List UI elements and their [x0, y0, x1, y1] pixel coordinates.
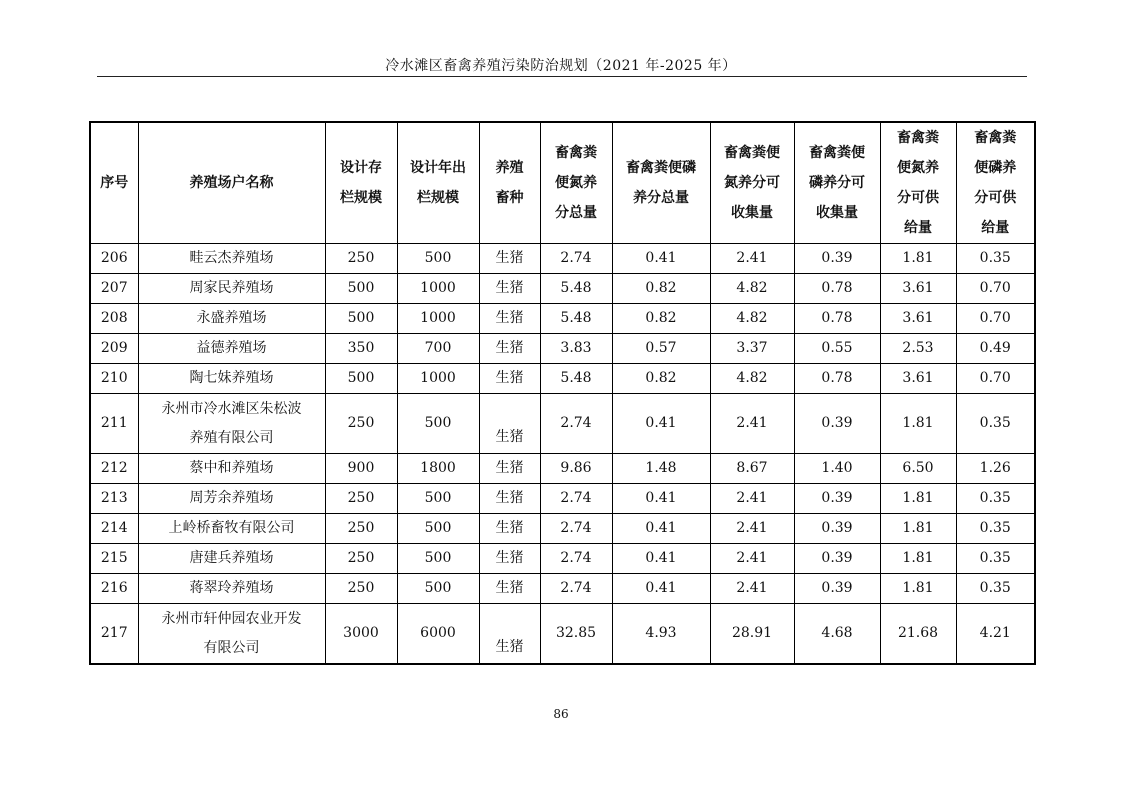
- phosphorus-supply: 0.35: [956, 574, 1035, 604]
- row-id: 211: [90, 394, 138, 454]
- phosphorus-supply: 0.35: [956, 544, 1035, 574]
- header-cell: 畜禽粪便磷 养分总量: [612, 122, 710, 244]
- header-cell: 畜禽粪 便氮养 分可供 给量: [880, 122, 956, 244]
- nitrogen-collectable: 2.41: [710, 394, 794, 454]
- annual-scale: 1000: [397, 274, 479, 304]
- table-header-row: [90, 122, 1035, 244]
- phosphorus-total: 0.41: [612, 484, 710, 514]
- phosphorus-total: 1.48: [612, 454, 710, 484]
- phosphorus-collectable: 0.39: [794, 244, 880, 274]
- phosphorus-supply: 0.35: [956, 514, 1035, 544]
- nitrogen-collectable: 3.37: [710, 334, 794, 364]
- data-table: [89, 121, 1036, 665]
- nitrogen-supply: 21.68: [880, 604, 956, 665]
- nitrogen-collectable: 4.82: [710, 304, 794, 334]
- species: 生猪: [479, 364, 540, 394]
- table-row: [90, 304, 1035, 334]
- stock-scale: 3000: [325, 604, 397, 665]
- nitrogen-total: 2.74: [540, 514, 612, 544]
- nitrogen-collectable: 2.41: [710, 574, 794, 604]
- species: 生猪: [479, 544, 540, 574]
- phosphorus-collectable: 0.55: [794, 334, 880, 364]
- phosphorus-collectable: 1.40: [794, 454, 880, 484]
- table-row: [90, 604, 1035, 665]
- stock-scale: 250: [325, 244, 397, 274]
- farm-name: 永盛养殖场: [138, 304, 325, 334]
- nitrogen-total: 2.74: [540, 544, 612, 574]
- nitrogen-collectable: 2.41: [710, 244, 794, 274]
- phosphorus-collectable: 0.39: [794, 394, 880, 454]
- nitrogen-total: 3.83: [540, 334, 612, 364]
- nitrogen-supply: 1.81: [880, 394, 956, 454]
- row-id: 216: [90, 574, 138, 604]
- species: 生猪: [479, 454, 540, 484]
- farm-name: 上岭桥畜牧有限公司: [138, 514, 325, 544]
- phosphorus-supply: 0.49: [956, 334, 1035, 364]
- row-id: 206: [90, 244, 138, 274]
- farm-name: 益德养殖场: [138, 334, 325, 364]
- table-row: [90, 364, 1035, 394]
- phosphorus-total: 0.82: [612, 274, 710, 304]
- nitrogen-total: 9.86: [540, 454, 612, 484]
- farm-name: 永州市轩仲园农业开发 有限公司: [138, 604, 325, 665]
- nitrogen-supply: 6.50: [880, 454, 956, 484]
- nitrogen-supply: 1.81: [880, 514, 956, 544]
- stock-scale: 500: [325, 274, 397, 304]
- nitrogen-total: 5.48: [540, 274, 612, 304]
- phosphorus-collectable: 4.68: [794, 604, 880, 665]
- stock-scale: 500: [325, 304, 397, 334]
- farm-name: 唐建兵养殖场: [138, 544, 325, 574]
- stock-scale: 250: [325, 484, 397, 514]
- phosphorus-supply: 0.70: [956, 364, 1035, 394]
- page-number: 86: [553, 707, 569, 721]
- phosphorus-total: 0.82: [612, 364, 710, 394]
- annual-scale: 1800: [397, 454, 479, 484]
- table-row: [90, 244, 1035, 274]
- nitrogen-supply: 1.81: [880, 574, 956, 604]
- phosphorus-total: 4.93: [612, 604, 710, 665]
- row-id: 210: [90, 364, 138, 394]
- header-cell: 序号: [90, 122, 138, 244]
- phosphorus-total: 0.41: [612, 514, 710, 544]
- table-row: [90, 394, 1035, 454]
- annual-scale: 500: [397, 544, 479, 574]
- header-cell: 畜禽粪 便氮养 分总量: [540, 122, 612, 244]
- farm-name: 畦云杰养殖场: [138, 244, 325, 274]
- phosphorus-collectable: 0.78: [794, 304, 880, 334]
- table-row: [90, 514, 1035, 544]
- stock-scale: 250: [325, 394, 397, 454]
- phosphorus-collectable: 0.39: [794, 484, 880, 514]
- table-row: [90, 484, 1035, 514]
- phosphorus-supply: 0.35: [956, 394, 1035, 454]
- phosphorus-total: 0.41: [612, 394, 710, 454]
- header-rule: [97, 76, 1027, 77]
- farm-name: 陶七妹养殖场: [138, 364, 325, 394]
- phosphorus-total: 0.41: [612, 574, 710, 604]
- row-id: 208: [90, 304, 138, 334]
- nitrogen-total: 32.85: [540, 604, 612, 665]
- header-cell: 设计年出 栏规模: [397, 122, 479, 244]
- annual-scale: 700: [397, 334, 479, 364]
- row-id: 215: [90, 544, 138, 574]
- table-row: [90, 544, 1035, 574]
- annual-scale: 500: [397, 394, 479, 454]
- nitrogen-collectable: 2.41: [710, 484, 794, 514]
- table-row: [90, 454, 1035, 484]
- phosphorus-supply: 0.70: [956, 274, 1035, 304]
- nitrogen-collectable: 4.82: [710, 274, 794, 304]
- nitrogen-supply: 3.61: [880, 304, 956, 334]
- phosphorus-supply: 0.70: [956, 304, 1035, 334]
- nitrogen-total: 2.74: [540, 484, 612, 514]
- farm-name: 蒋翠玲养殖场: [138, 574, 325, 604]
- nitrogen-total: 5.48: [540, 304, 612, 334]
- nitrogen-total: 5.48: [540, 364, 612, 394]
- phosphorus-collectable: 0.78: [794, 274, 880, 304]
- phosphorus-total: 0.57: [612, 334, 710, 364]
- phosphorus-supply: 0.35: [956, 484, 1035, 514]
- farm-name: 永州市冷水滩区朱松波 养殖有限公司: [138, 394, 325, 454]
- phosphorus-supply: 4.21: [956, 604, 1035, 665]
- species: 生猪: [479, 274, 540, 304]
- nitrogen-collectable: 28.91: [710, 604, 794, 665]
- nitrogen-collectable: 4.82: [710, 364, 794, 394]
- header-cell: 养殖 畜种: [479, 122, 540, 244]
- stock-scale: 250: [325, 574, 397, 604]
- species: 生猪: [479, 334, 540, 364]
- row-id: 209: [90, 334, 138, 364]
- nitrogen-total: 2.74: [540, 394, 612, 454]
- nitrogen-total: 2.74: [540, 574, 612, 604]
- phosphorus-supply: 1.26: [956, 454, 1035, 484]
- annual-scale: 1000: [397, 364, 479, 394]
- nitrogen-supply: 3.61: [880, 364, 956, 394]
- nitrogen-supply: 1.81: [880, 544, 956, 574]
- header-cell: 畜禽粪便 磷养分可 收集量: [794, 122, 880, 244]
- species: 生猪: [479, 394, 540, 454]
- phosphorus-collectable: 0.39: [794, 574, 880, 604]
- nitrogen-collectable: 8.67: [710, 454, 794, 484]
- header-cell: 设计存 栏规模: [325, 122, 397, 244]
- species: 生猪: [479, 244, 540, 274]
- stock-scale: 500: [325, 364, 397, 394]
- annual-scale: 500: [397, 484, 479, 514]
- phosphorus-collectable: 0.78: [794, 364, 880, 394]
- stock-scale: 250: [325, 544, 397, 574]
- table-row: [90, 574, 1035, 604]
- table-row: [90, 334, 1035, 364]
- stock-scale: 900: [325, 454, 397, 484]
- species: 生猪: [479, 604, 540, 665]
- nitrogen-collectable: 2.41: [710, 544, 794, 574]
- annual-scale: 1000: [397, 304, 479, 334]
- species: 生猪: [479, 484, 540, 514]
- table-row: [90, 274, 1035, 304]
- row-id: 207: [90, 274, 138, 304]
- phosphorus-total: 0.82: [612, 304, 710, 334]
- nitrogen-collectable: 2.41: [710, 514, 794, 544]
- row-id: 213: [90, 484, 138, 514]
- header-cell: 养殖场户名称: [138, 122, 325, 244]
- header-cell: 畜禽粪便 氮养分可 收集量: [710, 122, 794, 244]
- species: 生猪: [479, 574, 540, 604]
- stock-scale: 350: [325, 334, 397, 364]
- species: 生猪: [479, 304, 540, 334]
- phosphorus-collectable: 0.39: [794, 544, 880, 574]
- phosphorus-collectable: 0.39: [794, 514, 880, 544]
- row-id: 217: [90, 604, 138, 665]
- page-header: 冷水滩区畜禽养殖污染防治规划（2021 年-2025 年）: [385, 58, 737, 74]
- farm-name: 蔡中和养殖场: [138, 454, 325, 484]
- nitrogen-supply: 2.53: [880, 334, 956, 364]
- nitrogen-total: 2.74: [540, 244, 612, 274]
- annual-scale: 500: [397, 574, 479, 604]
- row-id: 214: [90, 514, 138, 544]
- header-cell: 畜禽粪 便磷养 分可供 给量: [956, 122, 1035, 244]
- stock-scale: 250: [325, 514, 397, 544]
- farm-name: 周家民养殖场: [138, 274, 325, 304]
- nitrogen-supply: 1.81: [880, 484, 956, 514]
- annual-scale: 500: [397, 244, 479, 274]
- phosphorus-total: 0.41: [612, 244, 710, 274]
- phosphorus-supply: 0.35: [956, 244, 1035, 274]
- annual-scale: 6000: [397, 604, 479, 665]
- phosphorus-total: 0.41: [612, 544, 710, 574]
- nitrogen-supply: 3.61: [880, 274, 956, 304]
- row-id: 212: [90, 454, 138, 484]
- nitrogen-supply: 1.81: [880, 244, 956, 274]
- species: 生猪: [479, 514, 540, 544]
- farm-name: 周芳余养殖场: [138, 484, 325, 514]
- annual-scale: 500: [397, 514, 479, 544]
